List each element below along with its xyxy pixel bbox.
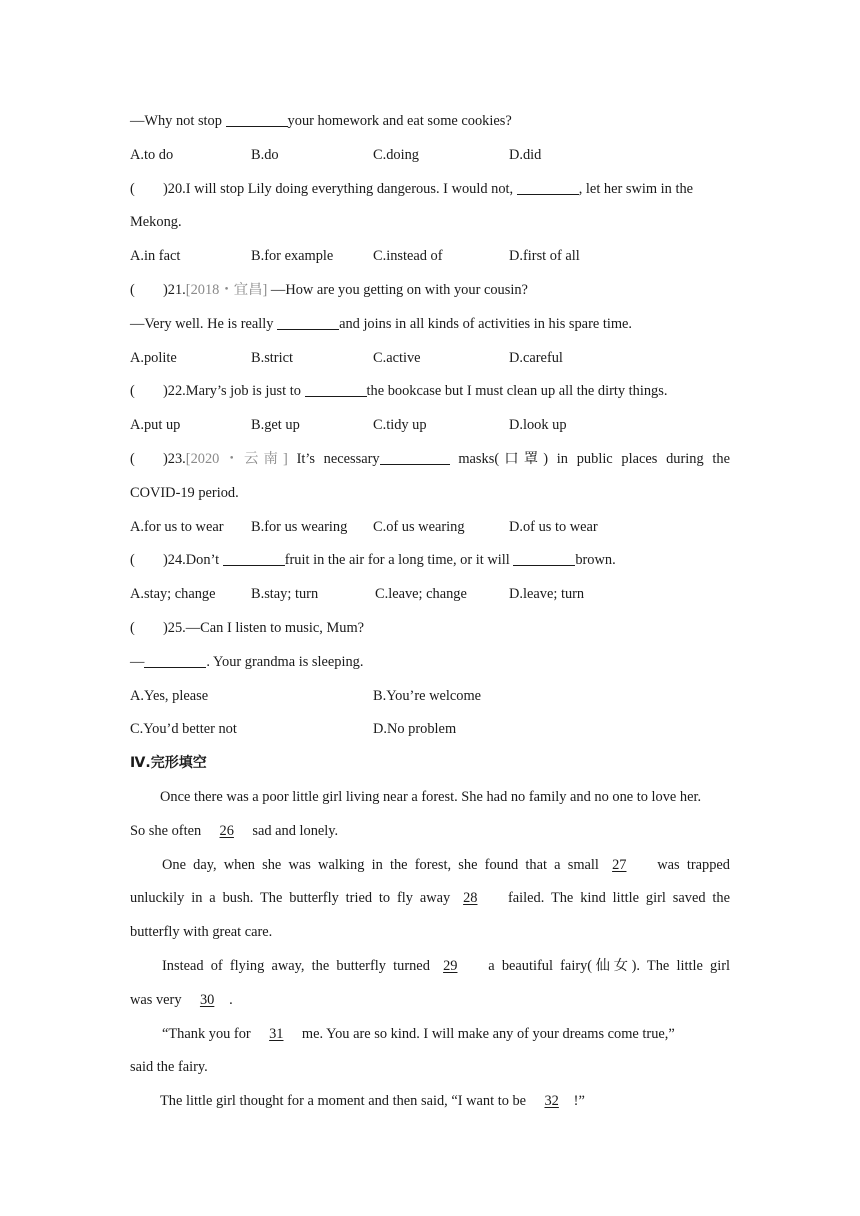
q23-option-d: D.of us to wear	[509, 518, 598, 535]
passage-p2-line-1	[130, 852, 730, 886]
q22-number: )22.	[163, 383, 186, 400]
passage-p2-line-2	[130, 885, 730, 919]
q22-options	[130, 412, 730, 446]
q24-stem	[130, 547, 730, 581]
q22-option-b: B.get up	[251, 417, 300, 434]
q24-stem-text-2: fruit in the air for a long time, or it will	[284, 552, 514, 569]
q25-stem	[130, 615, 730, 649]
q21-number: )21.	[163, 281, 186, 298]
q19-options	[130, 142, 730, 176]
q19-option-d: D.did	[509, 146, 542, 163]
q23-blank	[380, 449, 450, 465]
q19-option-a: A.to do	[130, 146, 174, 163]
passage-text: said the fairy.	[130, 1059, 208, 1076]
q24-number: )24.	[163, 552, 186, 569]
q21-option-b: B.strict	[251, 349, 293, 366]
passage-p1-line-1	[130, 784, 730, 818]
passage-p4-line-2	[130, 1054, 730, 1088]
q20-stem-text-2: , let her swim in the	[578, 180, 694, 197]
q21-reply	[130, 311, 730, 345]
q20-option-a: A.in fact	[130, 248, 181, 265]
q21-options	[130, 345, 730, 379]
q21-option-c: C.active	[373, 349, 421, 366]
q24-option-b: B.stay; turn	[251, 586, 319, 603]
q24-blank-1	[223, 550, 285, 566]
passage-text: unluckily in a bush. The butterfly tried to fly away	[130, 890, 458, 907]
q21-stem-text: —How are you getting on with your cousin?	[267, 281, 528, 298]
q23-options	[130, 514, 730, 548]
cloze-blank-31: 31	[269, 1025, 284, 1042]
q23-option-a: A.for us to wear	[130, 518, 224, 535]
passage-text: Once there was a poor little girl living near a forest. She had no family and no one to love her.	[160, 788, 702, 805]
q22-stem	[130, 378, 730, 412]
q24-answer-paren: (	[130, 552, 135, 569]
passage-text: So she often	[130, 822, 205, 839]
q19-option-c: C.doing	[373, 146, 419, 163]
q24-option-c: C.leave; change	[375, 586, 467, 603]
passage-p1-line-2	[130, 818, 730, 852]
cloze-blank-32: 32	[544, 1093, 559, 1110]
q20-number: )20.	[163, 180, 186, 197]
passage-text: !”	[573, 1093, 585, 1110]
q25-options-row-1	[130, 683, 730, 717]
q23-stem-text-2: masks(口罩) in public places during the	[449, 450, 730, 467]
q23-number: )23.	[163, 450, 186, 467]
q25-reply-dash: —	[130, 653, 145, 670]
passage-text: sad and lonely.	[248, 822, 339, 839]
q22-option-d: D.look up	[509, 417, 567, 434]
q25-option-c: C.You’d better not	[130, 721, 237, 738]
q23-option-c: C.of us wearing	[373, 518, 465, 535]
passage-p3-line-2	[130, 987, 730, 1021]
q24-stem-text: Don’t	[185, 552, 223, 569]
q25-blank	[144, 652, 206, 668]
q25-answer-paren: (	[130, 619, 135, 636]
q21-option-d: D.careful	[509, 349, 563, 366]
passage-text: failed. The kind little girl saved the	[501, 890, 731, 907]
section-heading: Ⅳ.完形填空	[130, 755, 207, 772]
q24-options	[130, 581, 730, 615]
q25-option-b: B.You’re welcome	[373, 687, 482, 704]
q22-stem-text-2: the bookcase but I must clean up all the dirty things.	[366, 383, 668, 400]
q22-option-c: C.tidy up	[373, 417, 427, 434]
q23-stem-text-3: COVID-19 period.	[130, 484, 239, 501]
q25-reply	[130, 649, 730, 683]
q20-blank	[517, 179, 579, 195]
q20-stem	[130, 176, 730, 210]
q20-options	[130, 243, 730, 277]
q23-stem-text: It’s necessary	[287, 450, 380, 467]
q25-reply-text: . Your grandma is sleeping.	[206, 653, 364, 670]
q23-stem-cont	[130, 480, 730, 514]
q22-blank	[305, 381, 367, 397]
q23-source-tag: [2020・云南]	[185, 450, 288, 467]
passage-text: The little girl thought for a moment and then said, “I want to be	[160, 1093, 530, 1110]
passage-p2-line-3	[130, 919, 730, 953]
q21-reply-text-2: and joins in all kinds of activities in his spare time.	[339, 315, 633, 332]
q23-stem	[130, 446, 730, 480]
q21-source-tag: [2018・宜昌]	[185, 281, 268, 298]
q21-reply-text: —Very well. He is really	[130, 315, 278, 332]
passage-text: Instead of flying away, the butterfly turned	[162, 957, 438, 974]
q25-number: )25.	[163, 619, 186, 636]
q20-stem-cont	[130, 209, 730, 243]
q20-stem-text-3: Mekong.	[130, 214, 182, 231]
q20-option-d: D.first of all	[509, 248, 580, 265]
q24-blank-2	[513, 550, 575, 566]
q24-option-a: A.stay; change	[130, 586, 216, 603]
q20-option-c: C.instead of	[373, 248, 443, 265]
q20-stem-text: I will stop Lily doing everything dangerous. I would not,	[185, 180, 517, 197]
cloze-blank-28: 28	[463, 890, 478, 907]
passage-p5-line-1	[130, 1088, 730, 1122]
passage-text: was trapped	[650, 856, 730, 873]
q24-stem-text-3: brown.	[575, 552, 616, 569]
passage-text: “Thank you for	[162, 1025, 255, 1042]
q23-option-b: B.for us wearing	[251, 518, 348, 535]
cloze-blank-27: 27	[612, 856, 627, 873]
q19-stem	[130, 108, 730, 142]
q21-blank	[277, 314, 339, 330]
passage-text: me. You are so kind. I will make any of your dreams come true,”	[298, 1025, 675, 1042]
passage-text: a beautiful fairy(仙女). The little girl	[481, 957, 730, 974]
q21-option-a: A.polite	[130, 349, 177, 366]
passage-p3-line-1	[130, 953, 730, 987]
q25-stem-text: —Can I listen to music, Mum?	[185, 619, 365, 636]
q25-option-d: D.No problem	[373, 721, 457, 738]
q22-option-a: A.put up	[130, 417, 181, 434]
q19-stem-text: —Why not stop	[130, 113, 226, 129]
passage-p4-line-1	[130, 1021, 730, 1055]
q19-blank	[226, 111, 288, 127]
q25-option-a: A.Yes, please	[130, 687, 209, 704]
q20-answer-paren: (	[130, 180, 135, 197]
q24-option-d: D.leave; turn	[509, 586, 585, 603]
cloze-blank-26: 26	[219, 822, 234, 839]
q19-stem-text-2: your homework and eat some cookies?	[287, 113, 512, 129]
cloze-blank-29: 29	[443, 957, 458, 974]
passage-text: One day, when she was walking in the forest, she found that a small	[162, 856, 607, 873]
q22-stem-text: Mary’s job is just to	[185, 383, 305, 400]
passage-text: .	[229, 991, 233, 1008]
passage-text: butterfly with great care.	[130, 924, 273, 941]
q21-answer-paren: (	[130, 281, 135, 298]
q20-option-b: B.for example	[251, 248, 334, 265]
worksheet-page	[130, 108, 730, 1122]
cloze-blank-30: 30	[199, 991, 215, 1008]
q25-options-row-2	[130, 716, 730, 750]
q19-option-b: B.do	[251, 146, 279, 163]
q21-stem	[130, 277, 730, 311]
q22-answer-paren: (	[130, 383, 135, 400]
passage-text: was very	[130, 991, 186, 1008]
q23-answer-paren: (	[130, 450, 135, 467]
